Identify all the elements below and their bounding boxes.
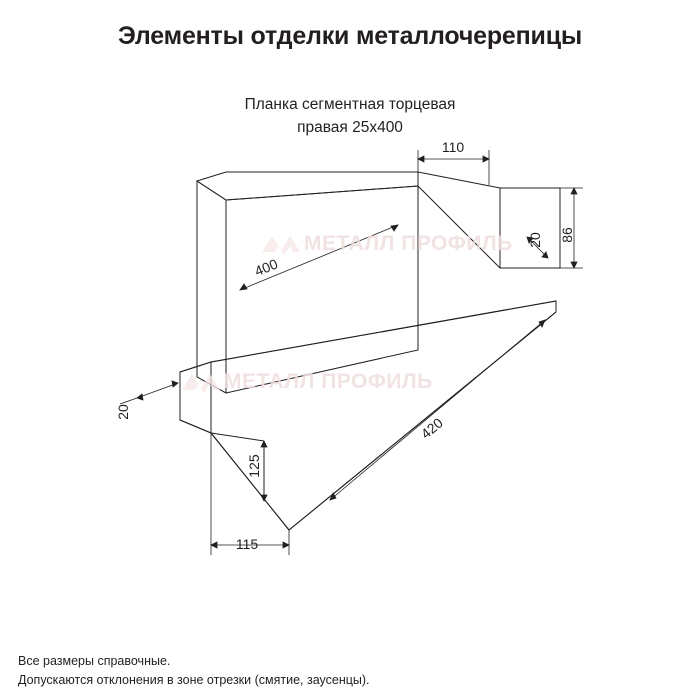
right-block-edge-top (418, 172, 500, 188)
upper-main-face (226, 186, 418, 393)
lower-bottom-left-edge (211, 433, 289, 530)
arrow-125-top (261, 441, 267, 447)
right-block-edge-bottom (418, 186, 500, 268)
dim-label-86: 86 (559, 227, 575, 243)
watermark-text-upper: МЕТАЛЛ ПРОФИЛЬ (304, 232, 513, 255)
lower-left-bottom-edge (180, 420, 211, 433)
page-title: Элементы отделки металлочерепицы (117, 22, 583, 50)
footnotes (18, 652, 370, 690)
dim-20l-tail (120, 398, 137, 404)
arrow-125-bottom (261, 495, 267, 501)
dim-label-115: 115 (235, 536, 259, 552)
arrow-86-top (571, 188, 577, 194)
upper-left-face (197, 181, 226, 393)
dim-label-400: 400 (252, 255, 280, 280)
arrow-400-b (391, 225, 398, 231)
footnote-line-2: Допускаются отклонения в зоне отрезки (смятие, заусенцы). (18, 673, 370, 687)
dim-20l-line (137, 383, 178, 398)
dim-label-125: 125 (246, 454, 262, 478)
watermark-logo-icon-upper (262, 236, 300, 255)
watermark-group (182, 232, 513, 393)
dim-label-420: 420 (417, 414, 446, 442)
arrow-20l-b (172, 381, 178, 387)
lower-top-edge (211, 301, 556, 362)
product-name-line1: Планка сегментная торцевая (244, 96, 456, 113)
product-name-line2: правая 25х400 (297, 119, 403, 136)
dim-420-line (330, 320, 545, 500)
arrow-110-right (483, 156, 489, 162)
arrow-110-left (418, 156, 424, 162)
footnote-line-1: Все размеры справочные. (18, 654, 171, 668)
arrow-420-a (330, 493, 336, 500)
dim-label-20-left: 20 (115, 404, 131, 420)
lower-inner-edge2 (211, 433, 264, 441)
dim-label-110: 110 (441, 139, 465, 155)
arrow-20l-a (137, 394, 143, 400)
watermark-logo-icon-lower (182, 374, 220, 393)
dim-label-20-right: 20 (527, 232, 543, 248)
watermark-text-lower: МЕТАЛЛ ПРОФИЛЬ (224, 370, 433, 393)
arrow-400-a (240, 284, 247, 290)
arrow-115-left (211, 542, 217, 548)
watermark-lower (182, 370, 433, 393)
right-end-block (500, 188, 560, 268)
arrow-420-b (539, 320, 545, 327)
arrow-115-right (283, 542, 289, 548)
arrow-86-bottom (571, 262, 577, 268)
watermark-upper (262, 232, 513, 255)
upper-top-face (197, 172, 418, 200)
